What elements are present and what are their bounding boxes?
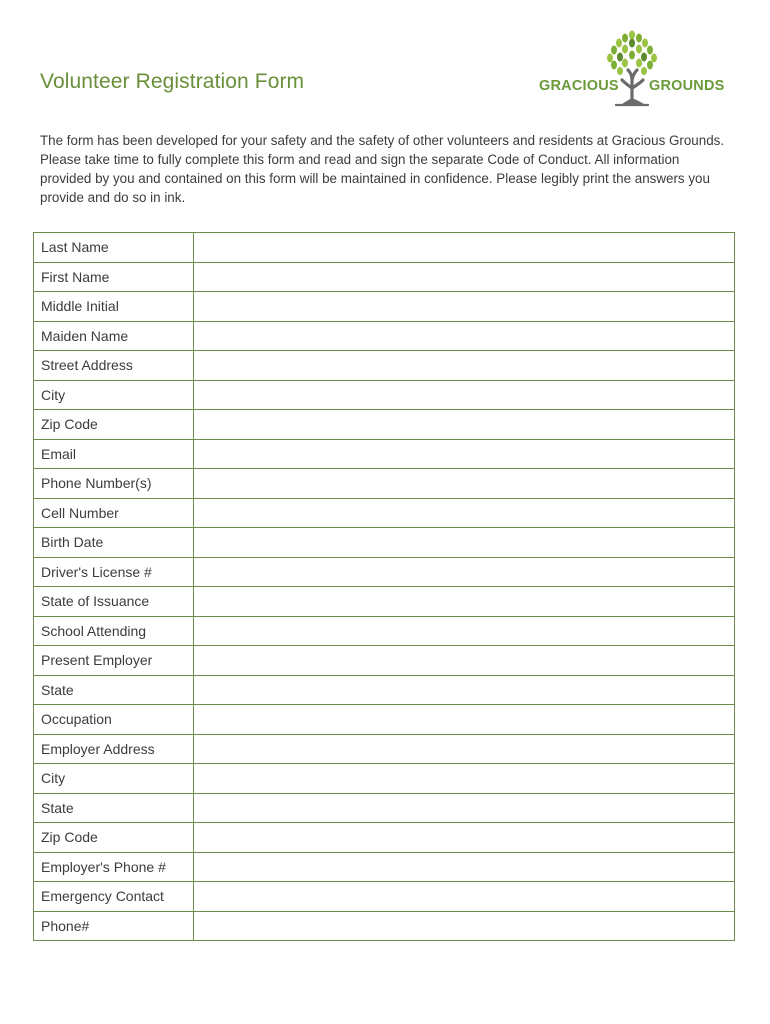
field-input[interactable] [194, 262, 735, 292]
field-input[interactable] [194, 498, 735, 528]
form-row [34, 705, 735, 735]
form-row [34, 410, 735, 440]
field-input[interactable] [194, 852, 735, 882]
form-row [34, 498, 735, 528]
form-row [34, 292, 735, 322]
tree-icon [536, 30, 732, 108]
field-label: School Attending [34, 616, 194, 646]
form-row [34, 321, 735, 351]
intro-paragraph: The form has been developed for your safety and the safety of other volunteers and residents at Gracious Grounds. Please take time to fully complete this form and read and sign the separate Code of Conduct. All information provided by you and contained on this form will be maintained in confidence. Please legibly print the answers you provide and do so in ink. [40, 133, 725, 205]
field-label: Birth Date [34, 528, 194, 558]
field-label: City [34, 380, 194, 410]
field-label: Maiden Name [34, 321, 194, 351]
field-input[interactable] [194, 823, 735, 853]
field-label: Email [34, 439, 194, 469]
field-label: City [34, 764, 194, 794]
field-label: Middle Initial [34, 292, 194, 322]
field-label: Zip Code [34, 410, 194, 440]
form-row [34, 646, 735, 676]
field-label: Present Employer [34, 646, 194, 676]
field-label: State [34, 793, 194, 823]
field-input[interactable] [194, 616, 735, 646]
field-input[interactable] [194, 469, 735, 499]
field-input[interactable] [194, 882, 735, 912]
field-input[interactable] [194, 911, 735, 941]
field-label: State [34, 675, 194, 705]
form-row [34, 469, 735, 499]
field-label: Phone Number(s) [34, 469, 194, 499]
field-label: Occupation [34, 705, 194, 735]
logo-text-gracious: GRACIOUS [539, 78, 619, 94]
form-row [34, 734, 735, 764]
field-input[interactable] [194, 557, 735, 587]
form-row [34, 380, 735, 410]
field-input[interactable] [194, 292, 735, 322]
field-label: Street Address [34, 351, 194, 381]
field-input[interactable] [194, 764, 735, 794]
form-row [34, 557, 735, 587]
form-row [34, 528, 735, 558]
form-row [34, 852, 735, 882]
field-label: Last Name [34, 233, 194, 263]
form-row [34, 616, 735, 646]
logo-text-grounds: GROUNDS [649, 78, 725, 94]
form-row [34, 911, 735, 941]
form-row [34, 233, 735, 263]
form-row [34, 262, 735, 292]
field-label: Cell Number [34, 498, 194, 528]
form-row [34, 675, 735, 705]
field-input[interactable] [194, 705, 735, 735]
field-input[interactable] [194, 675, 735, 705]
field-label: State of Issuance [34, 587, 194, 617]
form-row [34, 793, 735, 823]
field-label: Employer's Phone # [34, 852, 194, 882]
field-input[interactable] [194, 321, 735, 351]
field-input[interactable] [194, 646, 735, 676]
field-input[interactable] [194, 793, 735, 823]
field-input[interactable] [194, 587, 735, 617]
page-title: Volunteer Registration Form [40, 70, 305, 93]
registration-table [33, 232, 735, 941]
field-input[interactable] [194, 410, 735, 440]
field-label: Zip Code [34, 823, 194, 853]
field-input[interactable] [194, 734, 735, 764]
field-label: Employer Address [34, 734, 194, 764]
field-input[interactable] [194, 439, 735, 469]
field-input[interactable] [194, 380, 735, 410]
field-label: Driver's License # [34, 557, 194, 587]
form-row [34, 764, 735, 794]
form-row [34, 882, 735, 912]
field-label: Phone# [34, 911, 194, 941]
form-row [34, 439, 735, 469]
field-label: Emergency Contact [34, 882, 194, 912]
field-input[interactable] [194, 351, 735, 381]
logo [536, 30, 732, 108]
form-row [34, 351, 735, 381]
field-label: First Name [34, 262, 194, 292]
field-input[interactable] [194, 233, 735, 263]
form-row [34, 823, 735, 853]
form-row [34, 587, 735, 617]
field-input[interactable] [194, 528, 735, 558]
